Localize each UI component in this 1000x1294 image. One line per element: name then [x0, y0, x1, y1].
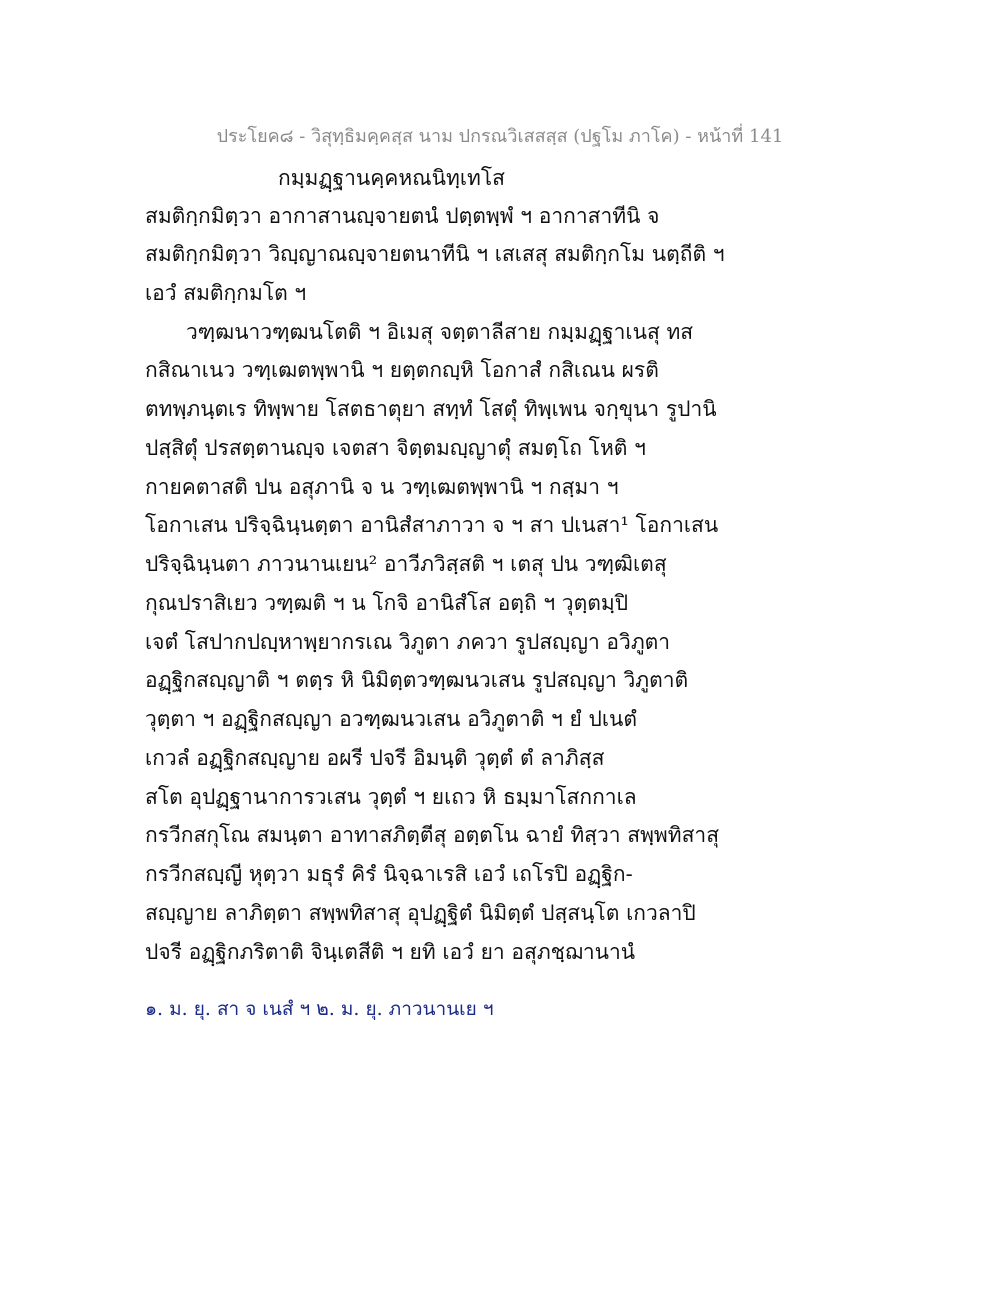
body-line: วุตฺตา ฯ อฏฺฐิกสญฺญา อวฑฺฒนวเสน อวิภูตาติ ฯ ยํ ปเนตํ [145, 707, 638, 731]
body-line: เกวลํ อฏฺฐิกสญฺญาย อผรี ปจรี อิมนฺติ วุตฺตํ ตํ ลาภิสฺส [145, 746, 605, 770]
body-line: กสิณาเนว วฑฺเฒตพฺพานิ ฯ ยตฺตกญฺหิ โอกาสํ กสิเณน ผรติ [145, 358, 659, 382]
body-line: สญฺญาย ลาภิตฺตา สพฺพทิสาสุ อุปฏฺฐิตํ นิมิตฺตํ ปสฺสนฺโต เกวลาปิ [145, 901, 696, 925]
body-line: ตทพฺภนฺตเร ทิพฺพาย โสตธาตุยา สทฺทํ โสตุํ ทิพฺเพน จกฺขุนา รูปานิ [145, 397, 717, 421]
running-header: ประโยค๘ - วิสุทฺธิมคฺคสฺส นาม ปกรณวิเสสสฺส (ปฐโม ภาโค) - หน้าที่ 141 [216, 126, 784, 147]
body-line: อฏฺฐิกสญฺญาติ ฯ ตตฺร หิ นิมิตฺตวฑฺฒนวเสน รูปสญฺญา วิภูตาติ [145, 668, 689, 692]
body-line: โอกาเสน ปริจฺฉินฺนตฺตา อานิสํสาภาวา จ ฯ สา ปเนสา¹ โอกาเสน [145, 513, 719, 537]
body-line: เจตํ โสปากปญฺหาพฺยากรเณ วิภูตา ภควา รูปสญฺญา อวิภูตา [145, 630, 671, 654]
body-line: กรวีกสกุโณ สมนฺตา อาทาสภิตฺตีสุ อตฺตโน ฉายํ ทิสฺวา สพฺพทิสาสุ [145, 823, 720, 847]
section-heading: กมฺมฏฺฐานคฺคหณนิทฺเทโส [278, 166, 505, 190]
body-line: เอวํ สมติกฺกมโต ฯ [145, 281, 307, 305]
body-line: กายคตาสติ ปน อสุภานิ จ น วฑฺเฒตพฺพานิ ฯ กสฺมา ฯ [145, 475, 619, 499]
body-line: กุณปราสิเยว วฑฺฒติ ฯ น โกจิ อานิสํโส อตฺถิ ฯ วุตฺตมฺปิ [145, 591, 629, 615]
body-line: สมติกฺกมิตฺวา อากาสานญฺจายตนํ ปตฺตพฺพํ ฯ อากาสาทีนิ จ [145, 204, 660, 228]
body-line: ปสฺสิตุํ ปรสตฺตานญฺจ เจตสา จิตฺตมญฺญาตุํ สมตฺโถ โหติ ฯ [145, 436, 646, 460]
body-line: สโต อุปฏฺฐานาการวเสน วุตฺตํ ฯ ยเถว หิ ธมฺมาโสกกาเล [145, 785, 637, 809]
body-line: กรวีกสญฺญี หุตฺวา มธุรํ คิรํ นิจฺฉาเรสิ เอวํ เถโรปิ อฏฺฐิก- [145, 862, 633, 886]
body-line: ปจรี อฏฺฐิกภริตาติ จินฺเตสีติ ฯ ยทิ เอวํ ยา อสุภชฺฌานานํ [145, 940, 636, 964]
footnote: ๑. ม. ยุ. สา จ เนสํ ฯ ๒. ม. ยุ. ภาวนานเย ฯ [145, 998, 494, 1020]
body-line: วฑฺฒนาวฑฺฒนโตติ ฯ อิเมสุ จตฺตาลีสาย กมฺมฏฺฐาเนสุ ทส [186, 320, 694, 344]
body-line: สมติกฺกมิตฺวา วิญฺญาณญฺจายตนาทีนิ ฯ เสเสสุ สมติกฺกโม นตฺถีติ ฯ [145, 242, 725, 266]
body-line: ปริจฺฉินฺนตา ภาวนานเยน² อาวีภวิสฺสติ ฯ เตสุ ปน วฑฺฒิเตสุ [145, 552, 667, 576]
